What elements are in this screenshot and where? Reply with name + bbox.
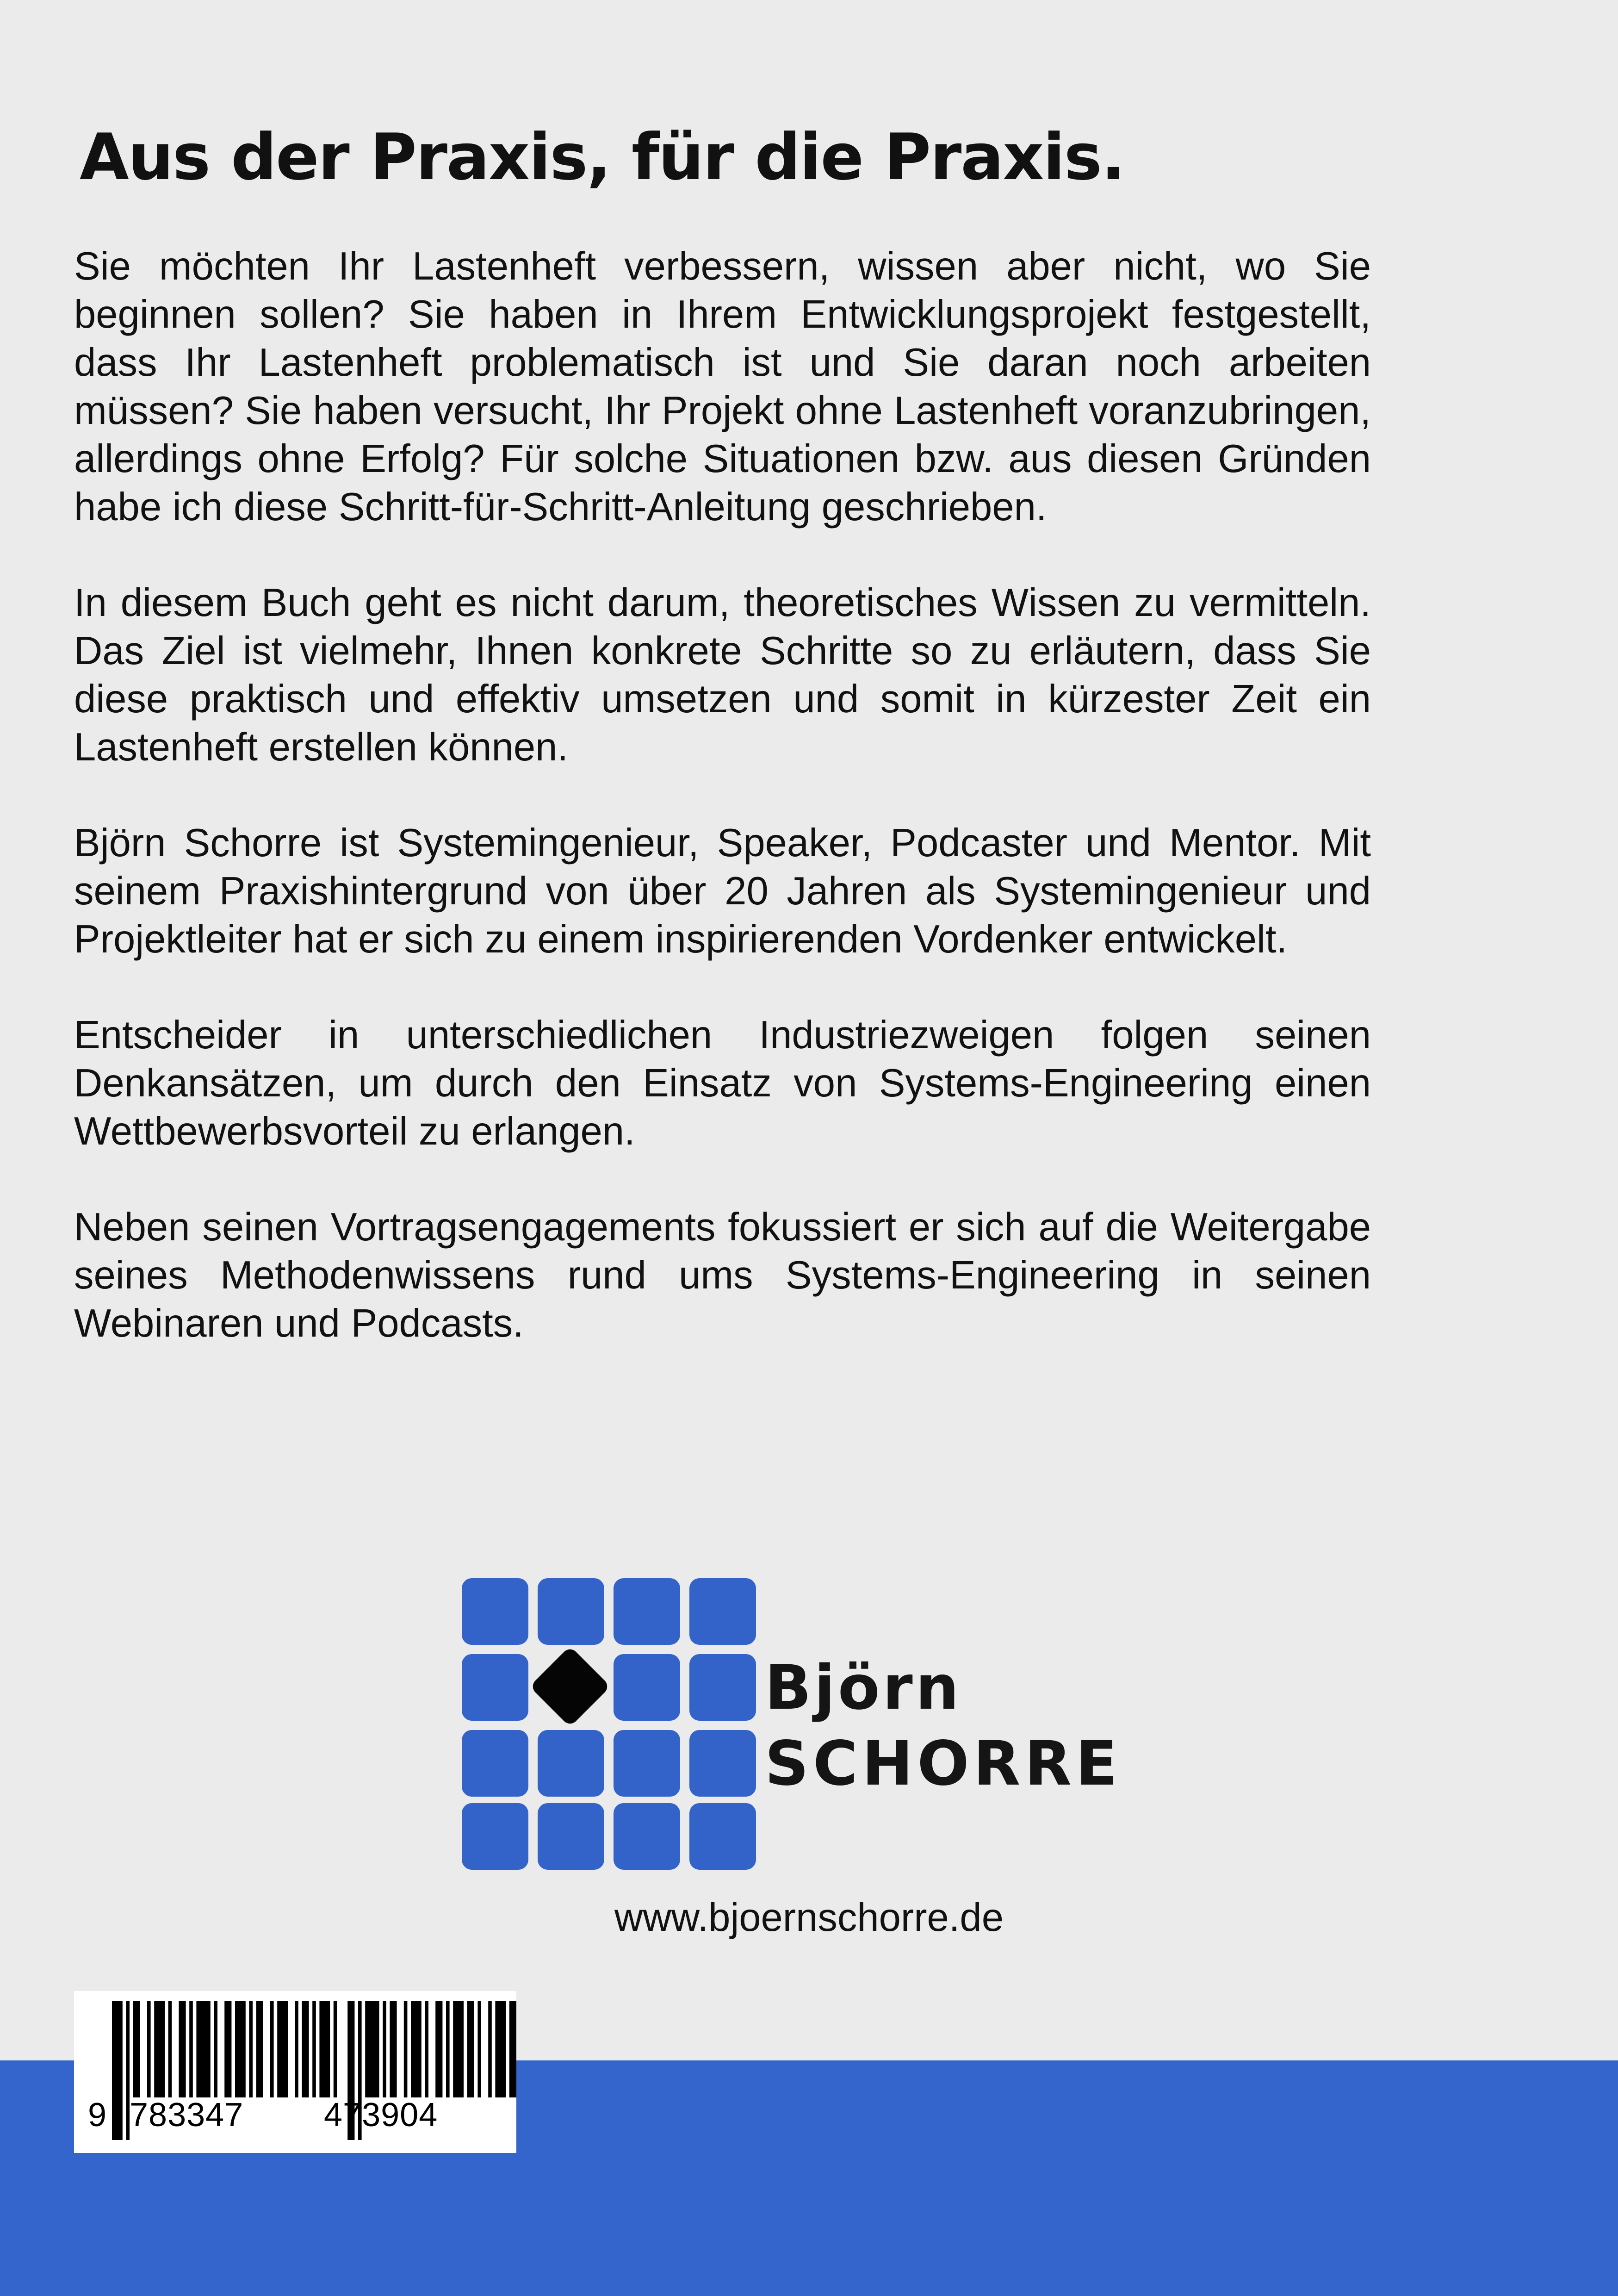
blurb-paragraph: Entscheider in unterschiedlichen Industriezweigen folgen seinen Denkansätzen, um durch den Einsatz von Systems-Engineering einen Wettbewerbsvorteil zu erlangen. bbox=[74, 1013, 1371, 1153]
logo-first-name: Björn bbox=[765, 1652, 962, 1724]
barcode-bar bbox=[425, 2001, 428, 2097]
barcode-bar bbox=[435, 2001, 442, 2097]
barcode-bar bbox=[154, 2001, 165, 2097]
logo-square bbox=[462, 1578, 528, 1645]
barcode-bar bbox=[168, 2001, 172, 2097]
barcode-bar bbox=[488, 2001, 492, 2097]
barcode-bar bbox=[112, 2001, 123, 2140]
barcode-bar bbox=[179, 2001, 186, 2097]
barcode-bar bbox=[235, 2001, 246, 2097]
barcode-bar bbox=[312, 2001, 316, 2097]
logo-square bbox=[614, 1654, 680, 1721]
logo-square bbox=[462, 1803, 528, 1870]
isbn-barcode bbox=[74, 1991, 516, 2153]
logo-square bbox=[614, 1803, 680, 1870]
barcode-digits-right: 473904 bbox=[324, 2097, 438, 2134]
barcode-bar bbox=[196, 2001, 210, 2097]
barcode-bar bbox=[390, 2001, 397, 2097]
blurb-paragraph: In diesem Buch geht es nicht darum, theoretisches Wissen zu vermitteln. Das Ziel ist vielmehr, Ihnen konkrete Schritte so zu erläutern, dass Sie diese praktisch und effektiv umsetzen und somit in kürzester Zeit ein Lastenheft erstellen können. bbox=[74, 581, 1371, 769]
barcode-bar bbox=[334, 2001, 337, 2097]
logo-grid-icon bbox=[462, 1578, 756, 1870]
barcode-bar bbox=[411, 2001, 422, 2097]
barcode-bar bbox=[477, 2001, 481, 2097]
logo-square bbox=[462, 1654, 528, 1721]
barcode-bar bbox=[495, 2001, 506, 2097]
logo-last-name: SCHORRE bbox=[765, 1728, 1122, 1799]
author-logo bbox=[462, 1578, 1122, 1870]
barcode-bar bbox=[404, 2001, 408, 2097]
barcode-bar bbox=[302, 2001, 309, 2097]
barcode-bar bbox=[446, 2001, 450, 2097]
barcode-bar bbox=[467, 2001, 474, 2097]
barcode-bar bbox=[383, 2001, 386, 2097]
barcode-bar bbox=[147, 2001, 151, 2097]
barcode-digits-left: 783347 bbox=[130, 2097, 244, 2134]
logo-square bbox=[689, 1803, 756, 1870]
barcode-digit-first: 9 bbox=[88, 2097, 107, 2134]
website-url: www.bjoernschorre.de bbox=[614, 1896, 1004, 1940]
barcode-bar bbox=[270, 2001, 274, 2097]
barcode-bar bbox=[214, 2001, 217, 2097]
logo-diamond-icon bbox=[529, 1646, 610, 1727]
barcode-bar bbox=[256, 2001, 263, 2097]
logo-square bbox=[538, 1578, 604, 1645]
barcode-bar bbox=[365, 2001, 379, 2097]
barcode-bar bbox=[249, 2001, 253, 2097]
blurb-paragraph: Neben seinen Vortragsengagements fokussiert er sich auf die Weitergabe seines Methodenwissens rund ums Systems-Engineering in seinen Webinaren und Podcasts. bbox=[74, 1205, 1371, 1345]
barcode-bar bbox=[295, 2001, 298, 2097]
cover-headline: Aus der Praxis, für die Praxis. bbox=[80, 120, 1125, 194]
barcode-bar bbox=[126, 2001, 130, 2140]
barcode-bar bbox=[319, 2001, 330, 2097]
barcode-bar bbox=[133, 2001, 140, 2097]
logo-square bbox=[614, 1578, 680, 1645]
logo-square bbox=[689, 1654, 756, 1721]
logo-square bbox=[538, 1803, 604, 1870]
barcode-bar bbox=[453, 2001, 464, 2097]
blurb-paragraph: Sie möchten Ihr Lastenheft verbessern, wissen aber nicht, wo Sie beginnen sollen? Sie haben in Ihrem Entwicklungsprojekt festgestellt, dass Ihr Lastenheft problematisch ist und Sie daran noch arbeiten müssen? Sie haben versucht, Ihr Projekt ohne Lastenheft voranzubringen, allerdings ohne Erfolg? Für solche Situationen bzw. aus diesen Gründen habe ich diese Schritt-für-Schritt-Anleitung geschrieben. bbox=[74, 244, 1371, 529]
logo-square bbox=[614, 1730, 680, 1797]
barcode-bar bbox=[509, 2001, 516, 2097]
logo-square bbox=[689, 1578, 756, 1645]
cover-blurb bbox=[74, 243, 1371, 1395]
logo-square bbox=[689, 1730, 756, 1797]
logo-square bbox=[462, 1730, 528, 1797]
barcode-bar bbox=[277, 2001, 288, 2097]
barcode-bar bbox=[224, 2001, 231, 2097]
barcode-bar bbox=[189, 2001, 193, 2097]
blurb-paragraph: Björn Schorre ist Systemingenieur, Speaker, Podcaster und Mentor. Mit seinem Praxishintergrund von über 20 Jahren als Systemingenieur und Projektleiter hat er sich zu einem inspirierenden Vordenker entwickelt. bbox=[74, 821, 1371, 961]
logo-square bbox=[538, 1730, 604, 1797]
